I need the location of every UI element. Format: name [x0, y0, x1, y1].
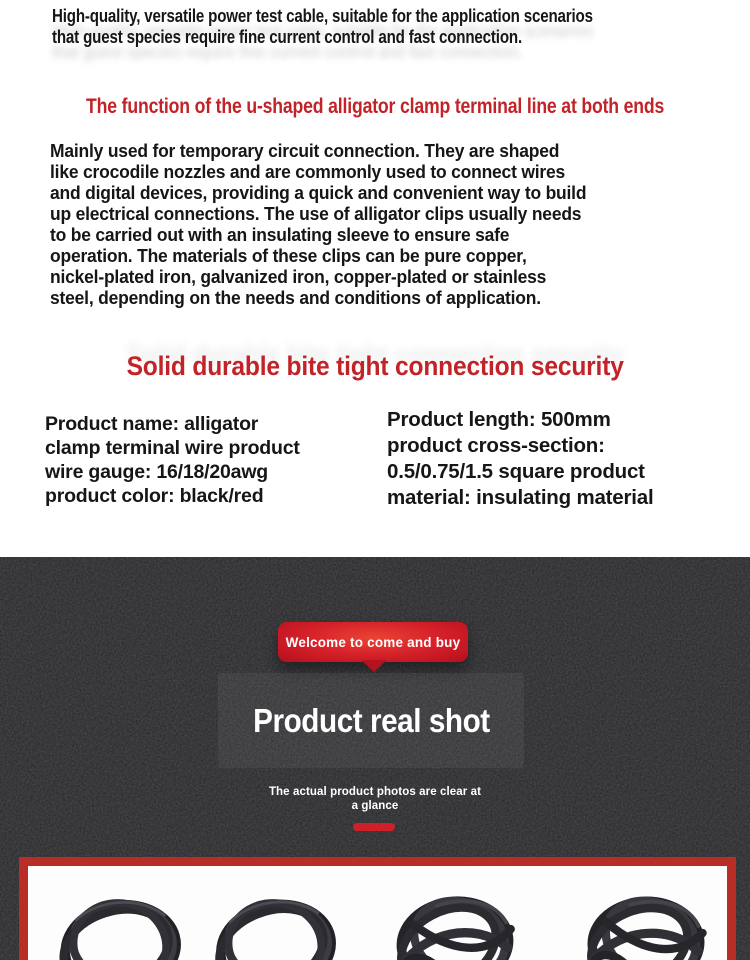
subtitle-line: The actual product photos are clear at	[268, 786, 482, 798]
security-heading-text: Solid durable bite tight connection security	[126, 351, 624, 381]
cable-coil-photo-1	[43, 878, 193, 960]
description-line: operation. The materials of these clips can be pure copper,	[50, 246, 527, 266]
cable-coil-photo-4	[571, 878, 721, 960]
description-line: nickel-plated iron, galvanized iron, copper-plated or stainless	[50, 267, 547, 287]
description-paragraph	[50, 141, 586, 309]
function-heading	[0, 95, 750, 119]
real-shot-title-panel	[218, 673, 524, 768]
intro-line: High-quality, versatile power test cable, suitable for the application scenarios	[52, 6, 593, 26]
real-shot-subtitle	[0, 786, 750, 813]
spec-line: 0.5/0.75/1.5 square product	[387, 460, 645, 483]
intro-text	[52, 6, 593, 48]
description-line: steel, depending on the needs and conditions of application.	[50, 288, 541, 308]
spec-column-left	[45, 412, 300, 508]
spec-line: product color: black/red	[45, 485, 264, 507]
spec-line: Product length: 500mm	[387, 408, 611, 431]
spec-line: wire gauge: 16/18/20awg	[45, 461, 269, 483]
real-shot-section	[0, 557, 750, 960]
spec-line: product cross-section:	[387, 434, 605, 457]
cable-coil-photo-2	[198, 878, 348, 960]
subtitle-line: a glance	[351, 799, 399, 812]
description-line: and digital devices, providing a quick and convenient way to build	[50, 183, 587, 203]
spec-line: clamp terminal wire product	[45, 437, 300, 459]
spec-line: Product name: alligator	[45, 413, 259, 435]
intro-line: that guest species require fine current control and fast connection.	[52, 27, 522, 47]
banner-tail-icon	[361, 660, 387, 672]
security-heading	[0, 351, 750, 382]
function-heading-text: The function of the u-shaped alligator clamp terminal line at both ends	[85, 95, 665, 118]
cable-coil-photo-3	[380, 878, 530, 960]
description-line: Mainly used for temporary circuit connection. They are shaped	[50, 141, 560, 161]
description-line: up electrical connections. The use of alligator clips usually needs	[50, 204, 582, 224]
welcome-banner-label: Welcome to come and buy	[285, 634, 461, 650]
description-line: to be carried out with an insulating sleeve to ensure safe	[50, 225, 510, 245]
spec-line: material: insulating material	[387, 486, 654, 509]
red-underline-bar	[353, 823, 395, 831]
spec-column-right	[387, 407, 653, 511]
real-shot-title: Product real shot	[252, 701, 490, 739]
description-line: like crocodile nozzles and are commonly used to connect wires	[50, 162, 566, 182]
product-photo-strip	[19, 857, 736, 960]
welcome-banner	[278, 622, 468, 662]
